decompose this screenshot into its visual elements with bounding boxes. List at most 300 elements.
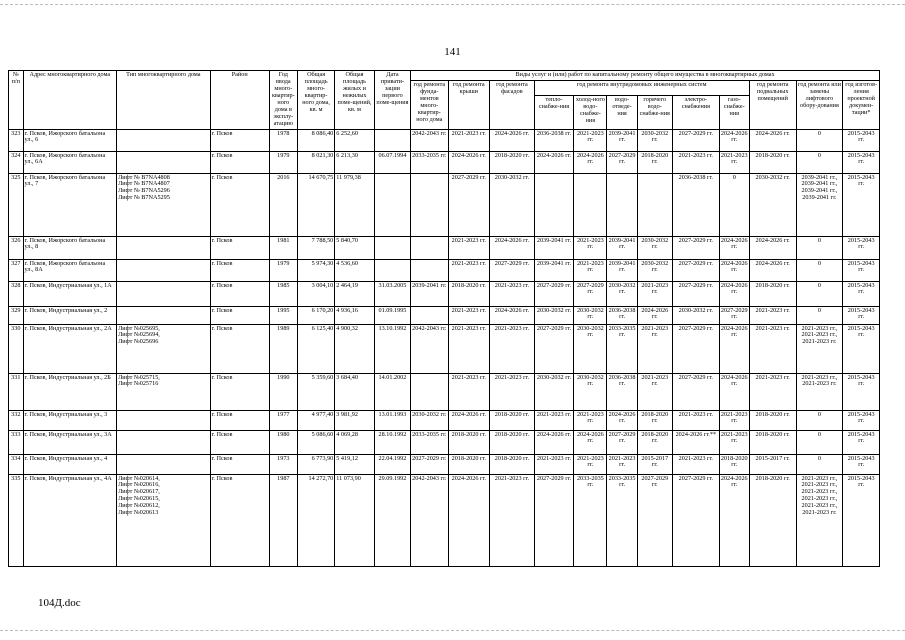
cell-year: 1978 [269, 129, 297, 151]
cell-line: 2039-2041 гг., [801, 187, 838, 195]
header-district: Район [210, 71, 269, 130]
cell-line: Лифт №025716 [118, 380, 159, 388]
cell-foundation: 2027-2029 гг. [411, 454, 448, 474]
cell-facade: 2018-2020 гг. [490, 151, 535, 173]
header-num: № п/п [9, 71, 24, 130]
cell-line: 0 [817, 151, 821, 159]
header-privatization-date: Дата привати-зации первого поме-щения [374, 71, 410, 130]
cell-lift [796, 306, 843, 324]
cell-type [117, 430, 211, 454]
cell-line: 2021-2023 гг., [801, 373, 838, 381]
cell-address: г. Псков, Индустриальная ул., 3А [23, 430, 117, 454]
table-row [9, 129, 880, 151]
cell-hot-water: 2030-2032 гг. [637, 259, 672, 281]
cell-year: 1980 [269, 430, 297, 454]
cell-num: 330 [9, 324, 24, 373]
cell-basement: 2015-2017 гг. [749, 454, 796, 474]
cell-facade: 2021-2023 гг. [490, 324, 535, 373]
cell-foundation: 2039-2041 гг. [411, 281, 448, 306]
cell-basement: 2018-2020 гг. [749, 430, 796, 454]
cell-type [117, 324, 211, 373]
cell-foundation [411, 306, 448, 324]
cell-roof: 2024-2026 гг. [448, 474, 490, 566]
cell-num: 333 [9, 430, 24, 454]
cell-total-area: 4 977,40 [297, 410, 334, 430]
cell-basement: 2018-2020 гг. [749, 474, 796, 566]
cell-line: Лифт №020616, [118, 481, 160, 489]
cell-year: 1979 [269, 259, 297, 281]
cell-gas: 0 [719, 173, 749, 236]
cell-roof: 2018-2020 гг. [448, 430, 490, 454]
cell-privatization-date [374, 173, 410, 236]
cell-docs: 2015-2043 гг. [843, 129, 880, 151]
cell-privatization-date: 29.09.1992 [374, 474, 410, 566]
cell-district: г. Псков [210, 259, 269, 281]
cell-type [117, 236, 211, 259]
cell-year: 1985 [269, 281, 297, 306]
cell-line: 0 [817, 281, 821, 289]
cell-total-area: 6 773,90 [297, 454, 334, 474]
header-year: Год ввода много-квартир-ного дома в эксплу-атацию [269, 71, 297, 130]
cell-electric: 2027-2029 гг. [672, 281, 719, 306]
table-row [9, 410, 880, 430]
cell-gas: 2024-2026 гг. [719, 129, 749, 151]
cell-line: Лифт № В7NA5296 [118, 187, 170, 195]
cell-foundation: 2033-2035 гг. [411, 430, 448, 454]
table-row [9, 324, 880, 373]
cell-address: г. Псков, Ижорского батальона ул., 6 [23, 129, 117, 151]
header-basement: год ремонта подвальных помещений [749, 80, 796, 129]
cell-type [117, 151, 211, 173]
cell-num: 331 [9, 373, 24, 410]
header-sewer: водо-отведе-ния [607, 95, 637, 129]
cell-type [117, 373, 211, 410]
cell-type [117, 454, 211, 474]
header-total-area: Общая площадь много-квартир-ного дома, кв. м [297, 71, 334, 130]
cell-cold-water: 2024-2026 гг. [574, 151, 607, 173]
header-gas: газо-снабже-ния [719, 95, 749, 129]
cell-line: 2021-2023 гг., [801, 331, 838, 339]
cell-living-area: 3 684,40 [335, 373, 374, 410]
cell-line: 2021-2023 гг., [801, 324, 838, 332]
cell-address: г. Псков, Ижорского батальона ул., 7 [23, 173, 117, 236]
cell-roof: 2021-2023 гг. [448, 373, 490, 410]
cell-foundation [411, 259, 448, 281]
cell-gas: 2024-2026 гг. [719, 259, 749, 281]
cell-electric: 2021-2023 гг. [672, 410, 719, 430]
cell-year: 1973 [269, 454, 297, 474]
cell-living-area: 4 936,16 [335, 306, 374, 324]
cell-num: 327 [9, 259, 24, 281]
cell-district: г. Псков [210, 410, 269, 430]
cell-docs: 2015-2043 гг. [843, 151, 880, 173]
header-facade: год ремонта фасадов [490, 80, 535, 129]
table-row [9, 151, 880, 173]
cell-cold-water: 2021-2023 гг. [574, 259, 607, 281]
cell-gas: 2024-2026 гг. [719, 474, 749, 566]
cell-heat: 2027-2029 гг. [534, 474, 573, 566]
cell-hot-water: 2021-2023 гг. [637, 324, 672, 373]
cell-heat: 2039-2041 гг. [534, 236, 573, 259]
cell-address: г. Псков, Индустриальная ул., 3 [23, 410, 117, 430]
cell-living-area: 4 900,32 [335, 324, 374, 373]
cell-year: 1977 [269, 410, 297, 430]
cell-num: 325 [9, 173, 24, 236]
cell-lift [796, 281, 843, 306]
cell-privatization-date: 31.03.2005 [374, 281, 410, 306]
cell-lift [796, 454, 843, 474]
cell-basement: 2021-2023 гг. [749, 324, 796, 373]
header-lift: год ремонта или замены лифтового обору-дования [796, 80, 843, 129]
table-row [9, 454, 880, 474]
cell-roof: 2021-2023 гг. [448, 129, 490, 151]
header-living-area: Общая площадь жилых и нежилых поме-щений, кв. м [335, 71, 374, 130]
cell-cold-water: 2021-2023 гг. [574, 454, 607, 474]
cell-district: г. Псков [210, 306, 269, 324]
header-address: Адрес многоквартирного дома [23, 71, 117, 130]
cell-foundation: 2030-2032 гг. [411, 410, 448, 430]
cell-hot-water: 2030-2032 гг. [637, 129, 672, 151]
cell-cold-water: 2021-2023 гг. [574, 236, 607, 259]
cell-line: Лифт №020612, [118, 502, 160, 510]
cell-docs: 2015-2043 гг. [843, 410, 880, 430]
cell-line: 2021-2023 гг., [801, 481, 838, 489]
cell-year: 2016 [269, 173, 297, 236]
cell-line: Лифт №020615, [118, 495, 160, 503]
cell-docs: 2015-2043 гг. [843, 373, 880, 410]
cell-address: г. Псков, Индустриальная ул., 2Б [23, 373, 117, 410]
cell-type [117, 474, 211, 566]
cell-cold-water: 2024-2026 гг. [574, 430, 607, 454]
cell-sewer: 2027-2029 гг. [607, 430, 637, 454]
cell-line: Лифт №025696 [118, 338, 159, 346]
cell-electric: 2021-2023 гг. [672, 454, 719, 474]
cell-hot-water: 2018-2020 гг. [637, 410, 672, 430]
header-works: Виды услуг и (или) работ по капитальному ремонту общего имущества в многоквартирных домах [411, 71, 880, 81]
cell-lift [796, 129, 843, 151]
cell-cold-water: 2021-2023 гг. [574, 410, 607, 430]
cell-cold-water: 2027-2029 гг. [574, 281, 607, 306]
cell-docs: 2015-2043 гг. [843, 474, 880, 566]
cell-heat: 2024-2026 гг. [534, 151, 573, 173]
cell-roof: 2027-2029 гг. [448, 173, 490, 236]
cell-living-area: 5 840,70 [335, 236, 374, 259]
cell-year: 1979 [269, 151, 297, 173]
cell-type [117, 129, 211, 151]
cell-type [117, 306, 211, 324]
cell-living-area: 4 536,60 [335, 259, 374, 281]
cell-foundation: 2033-2035 гг. [411, 151, 448, 173]
cell-living-area: 6 213,30 [335, 151, 374, 173]
cell-heat: 2027-2029 гг. [534, 281, 573, 306]
cell-gas: 2024-2026 гг. [719, 236, 749, 259]
cell-facade: 2030-2032 гг. [490, 173, 535, 236]
cell-line: 2021-2023 гг. [802, 380, 837, 388]
cell-docs: 2015-2043 гг. [843, 324, 880, 373]
cell-roof: 2021-2023 гг. [448, 259, 490, 281]
table-row [9, 173, 880, 236]
cell-privatization-date: 28.10.1992 [374, 430, 410, 454]
cell-cold-water [574, 173, 607, 236]
cell-sewer: 2021-2023 гг. [607, 454, 637, 474]
cell-year: 1990 [269, 373, 297, 410]
cell-line: 2039-2041 гг., [801, 180, 838, 188]
cell-hot-water: 2018-2020 гг. [637, 151, 672, 173]
cell-privatization-date: 01.09.1995 [374, 306, 410, 324]
cell-privatization-date [374, 129, 410, 151]
cell-line: Лифт № В7NA4807 [118, 180, 170, 188]
cell-num: 324 [9, 151, 24, 173]
cell-district: г. Псков [210, 324, 269, 373]
cell-line: Лифт №025695, [118, 324, 160, 332]
cell-gas: 2024-2026 гг. [719, 373, 749, 410]
cell-line: 0 [817, 259, 821, 267]
table-body [9, 129, 880, 566]
cell-privatization-date: 06.07.1994 [374, 151, 410, 173]
cell-hot-water: 2021-2023 гг. [637, 281, 672, 306]
cell-heat: 2021-2023 гг. [534, 410, 573, 430]
cell-total-area: 5 974,30 [297, 259, 334, 281]
cell-line: Лифт №020614, [118, 474, 160, 482]
cell-lift [796, 151, 843, 173]
cell-total-area: 8 086,40 [297, 129, 334, 151]
cell-line: 0 [817, 129, 821, 137]
cell-cold-water: 2033-2035 гг. [574, 474, 607, 566]
cell-line: 2021-2023 гг., [801, 495, 838, 503]
cell-basement: 2018-2020 гг. [749, 151, 796, 173]
cell-privatization-date: 14.01.2002 [374, 373, 410, 410]
cell-privatization-date: 13.10.1992 [374, 324, 410, 373]
cell-basement: 2018-2020 гг. [749, 281, 796, 306]
cell-district: г. Псков [210, 129, 269, 151]
cell-num: 335 [9, 474, 24, 566]
cell-hot-water: 2021-2023 гг. [637, 373, 672, 410]
cell-basement: 2024-2026 гг. [749, 236, 796, 259]
cell-address: г. Псков, Индустриальная ул., 2А [23, 324, 117, 373]
cell-electric: 2027-2029 гг. [672, 474, 719, 566]
cell-basement: 2021-2023 гг. [749, 373, 796, 410]
cell-lift [796, 236, 843, 259]
cell-district: г. Псков [210, 236, 269, 259]
cell-address: г. Псков, Ижорского батальона ул., 6А [23, 151, 117, 173]
cell-electric: 2021-2023 гг. [672, 151, 719, 173]
cell-lift [796, 259, 843, 281]
cell-district: г. Псков [210, 373, 269, 410]
cell-num: 334 [9, 454, 24, 474]
cell-cold-water: 2021-2023 гг. [574, 129, 607, 151]
cell-living-area: 11 073,90 [335, 474, 374, 566]
cell-line: 0 [817, 454, 821, 462]
cell-line: Лифт №025694, [118, 331, 160, 339]
cell-basement: 2024-2026 гг. [749, 259, 796, 281]
cell-roof: 2024-2026 гг. [448, 410, 490, 430]
cell-facade: 2024-2026 гг. [490, 129, 535, 151]
cell-roof: 2021-2023 гг. [448, 324, 490, 373]
cell-address: г. Псков, Индустриальная ул., 4 [23, 454, 117, 474]
cell-line: 2039-2041 гг. [802, 194, 837, 202]
cell-heat: 2030-2032 гг. [534, 306, 573, 324]
cell-address: г. Псков, Ижорского батальона ул., 8А [23, 259, 117, 281]
cell-foundation: 2042-2043 гг. [411, 129, 448, 151]
cell-lift [796, 373, 843, 410]
cell-type [117, 281, 211, 306]
cell-line: 2039-2041 гг., [801, 173, 838, 181]
header-engineering: год ремонта внутридомовых инженерных систем [534, 80, 749, 95]
bottom-scan-edge [0, 630, 905, 631]
cell-heat [534, 173, 573, 236]
cell-total-area: 14 272,70 [297, 474, 334, 566]
cell-living-area: 5 419,12 [335, 454, 374, 474]
cell-line: 0 [817, 430, 821, 438]
header-foundation: год ремонта фунда-ментов много-квартир-ного дома [411, 80, 448, 129]
cell-district: г. Псков [210, 474, 269, 566]
cell-hot-water: 2018-2020 гг. [637, 430, 672, 454]
cell-year: 1987 [269, 474, 297, 566]
cell-living-area: 2 464,19 [335, 281, 374, 306]
cell-address: г. Псков, Индустриальная ул., 1А [23, 281, 117, 306]
cell-heat: 2024-2026 гг. [534, 430, 573, 454]
cell-gas: 2018-2020 гг. [719, 454, 749, 474]
cell-facade: 2021-2023 гг. [490, 373, 535, 410]
cell-hot-water: 2024-2026 гг. [637, 306, 672, 324]
cell-district: г. Псков [210, 173, 269, 236]
cell-electric: 2030-2032 гг. [672, 306, 719, 324]
cell-district: г. Псков [210, 454, 269, 474]
cell-district: г. Псков [210, 151, 269, 173]
table-row [9, 306, 880, 324]
header-docs: год изготов-ления проектной докумен-тации* [843, 80, 880, 129]
cell-facade: 2027-2029 гг. [490, 259, 535, 281]
cell-heat: 2036-2038 гг. [534, 129, 573, 151]
cell-sewer: 2033-2035 гг. [607, 474, 637, 566]
cell-cold-water: 2030-2032 гг. [574, 324, 607, 373]
cell-num: 323 [9, 129, 24, 151]
cell-line: 0 [817, 236, 821, 244]
cell-total-area: 7 788,50 [297, 236, 334, 259]
cell-line: Лифт №020617, [118, 488, 160, 496]
cell-living-area: 3 981,92 [335, 410, 374, 430]
cell-district: г. Псков [210, 430, 269, 454]
cell-foundation [411, 236, 448, 259]
cell-line: 2021-2023 гг., [801, 502, 838, 510]
footer-filename: 104Д.doc [38, 597, 81, 609]
cell-line: Лифт №025715, [118, 373, 160, 381]
cell-year: 1989 [269, 324, 297, 373]
cell-roof: 2024-2026 гг. [448, 151, 490, 173]
cell-line: Лифт №020613 [118, 509, 159, 517]
page-number: 141 [444, 46, 461, 58]
cell-line: Лифт № В7NA5295 [118, 194, 170, 202]
cell-lift [796, 173, 843, 236]
cell-electric: 2024-2026 гг.** [672, 430, 719, 454]
cell-gas: 2021-2023 гг. [719, 151, 749, 173]
cell-privatization-date [374, 236, 410, 259]
cell-foundation: 2042-2043 гг. [411, 474, 448, 566]
header-roof: год ремонта крыши [448, 80, 490, 129]
cell-foundation [411, 373, 448, 410]
cell-address: г. Псков, Индустриальная ул., 4А [23, 474, 117, 566]
cell-sewer [607, 173, 637, 236]
cell-sewer: 2030-2032 гг. [607, 281, 637, 306]
cell-roof: 2018-2020 гг. [448, 454, 490, 474]
cell-roof: 2018-2020 гг. [448, 281, 490, 306]
cell-roof: 2021-2023 гг. [448, 306, 490, 324]
table-row [9, 430, 880, 454]
cell-basement: 2018-2020 гг. [749, 410, 796, 430]
cell-basement: 2024-2026 гг. [749, 129, 796, 151]
cell-electric: 2027-2029 гг. [672, 236, 719, 259]
cell-address: г. Псков, Ижорского батальона ул., 8 [23, 236, 117, 259]
cell-basement: 2021-2023 гг. [749, 306, 796, 324]
cell-num: 329 [9, 306, 24, 324]
cell-sewer: 2024-2026 гг. [607, 410, 637, 430]
cell-type [117, 173, 211, 236]
cell-sewer: 2033-2035 гг. [607, 324, 637, 373]
header-hot-water: горячего водо-снабже-ния [637, 95, 672, 129]
cell-foundation [411, 173, 448, 236]
header-heat: тепло-снабже-ния [534, 95, 573, 129]
cell-facade: 2018-2020 гг. [490, 454, 535, 474]
cell-line: 0 [817, 306, 821, 314]
cell-line: 2021-2023 гг. [802, 509, 837, 517]
cell-year: 1981 [269, 236, 297, 259]
cell-basement: 2030-2032 гг. [749, 173, 796, 236]
cell-sewer: 2039-2041 гг. [607, 259, 637, 281]
header-row-1 [9, 71, 880, 81]
table-row [9, 474, 880, 566]
header-cold-water: холод-ного водо-снабже-ния [574, 95, 607, 129]
cell-facade: 2021-2023 гг. [490, 281, 535, 306]
cell-num: 326 [9, 236, 24, 259]
cell-total-area: 5 359,60 [297, 373, 334, 410]
cell-line: 2021-2023 гг., [801, 474, 838, 482]
cell-gas: 2024-2026 гг. [719, 281, 749, 306]
cell-lift [796, 410, 843, 430]
cell-address: г. Псков, Индустриальная ул., 2 [23, 306, 117, 324]
cell-docs: 2015-2043 гг. [843, 259, 880, 281]
cell-docs: 2015-2043 гг. [843, 430, 880, 454]
cell-foundation: 2042-2043 гг. [411, 324, 448, 373]
capital-repair-table [8, 70, 880, 567]
cell-num: 332 [9, 410, 24, 430]
cell-living-area: 11 979,38 [335, 173, 374, 236]
cell-cold-water: 2030-2032 гг. [574, 306, 607, 324]
cell-total-area: 3 004,10 [297, 281, 334, 306]
cell-sewer: 2039-2041 гг. [607, 236, 637, 259]
cell-gas: 2027-2029 гг. [719, 306, 749, 324]
cell-district: г. Псков [210, 281, 269, 306]
cell-hot-water: 2027-2029 гг. [637, 474, 672, 566]
cell-electric: 2027-2029 гг. [672, 259, 719, 281]
table-row [9, 236, 880, 259]
cell-total-area: 5 086,60 [297, 430, 334, 454]
cell-line: Лифт № В7NA4808 [118, 173, 170, 181]
cell-docs: 2015-2043 гг. [843, 173, 880, 236]
cell-privatization-date: 13.01.1993 [374, 410, 410, 430]
cell-facade: 2024-2026 гг. [490, 236, 535, 259]
cell-living-area: 4 069,28 [335, 430, 374, 454]
cell-year: 1995 [269, 306, 297, 324]
cell-gas: 2021-2023 гг. [719, 410, 749, 430]
cell-heat: 2039-2041 гг. [534, 259, 573, 281]
cell-living-area: 6 252,60 [335, 129, 374, 151]
cell-docs: 2015-2043 гг. [843, 281, 880, 306]
cell-docs: 2015-2043 гг. [843, 236, 880, 259]
cell-privatization-date [374, 259, 410, 281]
cell-gas: 2021-2023 гг. [719, 430, 749, 454]
cell-electric: 2027-2029 гг. [672, 324, 719, 373]
cell-docs: 2015-2043 гг. [843, 454, 880, 474]
